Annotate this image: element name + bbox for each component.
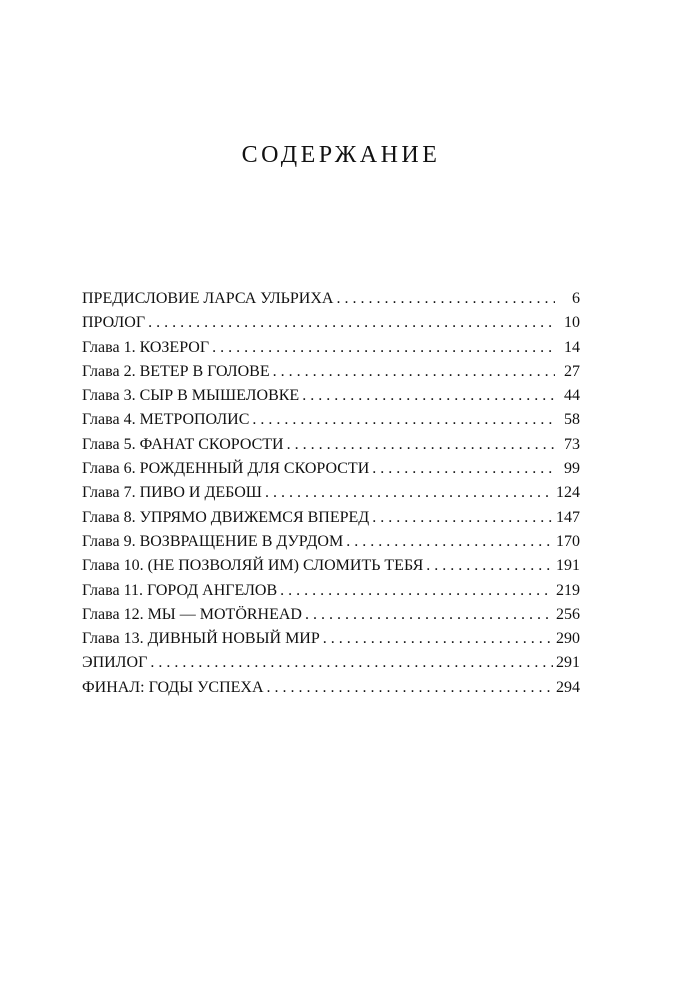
toc-entry-title: Глава 6. РОЖДЕННЫЙ ДЛЯ СКОРОСТИ [82,460,370,478]
toc-entry-title: Глава 5. ФАНАТ СКОРОСТИ [82,435,284,453]
toc-entry-page: 124 [556,484,580,502]
toc-entry-title: ПРОЛОГ [82,314,146,332]
toc-entry-page: 290 [556,630,580,648]
dot-leader [372,506,553,530]
dot-leader [323,627,553,651]
dot-leader [150,651,553,675]
toc-entry-title: Глава 12. МЫ — MOTÖRHEAD [82,605,302,623]
toc-entry [82,481,580,505]
toc-entry-title: Глава 13. ДИВНЫЙ НОВЫЙ МИР [82,630,320,648]
toc-entry [82,311,580,335]
dot-leader [426,554,553,578]
toc-entry-title: Глава 3. СЫР В МЫШЕЛОВКЕ [82,387,300,405]
toc-entry [82,384,580,408]
dot-leader [280,579,553,603]
toc-entry-page: 6 [572,290,580,307]
toc-entry-page: 27 [564,362,580,380]
toc-entry-title: Глава 1. КОЗЕРОГ [82,338,210,356]
toc-entry-title: ЭПИЛОГ [82,654,148,672]
toc-entry [82,433,580,457]
toc-entry [82,336,580,360]
toc-entry-page: 10 [564,314,580,332]
toc-entry-page: 99 [564,460,580,478]
toc-entry [82,506,580,530]
toc-entry-title: Глава 4. МЕТРОПОЛИС [82,411,250,429]
toc-entry-page: 191 [556,557,580,575]
toc-entry-title: Глава 10. (НЕ ПОЗВОЛЯЙ ИМ) СЛОМИТЬ ТЕБЯ [82,557,424,575]
toc-entry-title: Глава 2. ВЕТЕР В ГОЛОВЕ [82,362,270,380]
dot-leader [265,481,553,505]
page-title: СОДЕРЖАНИЕ [241,142,441,168]
dot-leader [212,336,555,360]
dot-leader [267,676,553,700]
toc-entry-title: ПРЕДИСЛОВИЕ ЛАРСА УЛЬРИХА [82,290,334,307]
toc-entry-page: 294 [556,678,580,696]
toc-entry-page: 44 [564,387,580,405]
toc-entry-page: 73 [564,435,580,453]
toc-entry-page: 147 [556,508,580,526]
dot-leader [252,408,555,432]
toc-entry [82,457,580,481]
toc-entry-page: 291 [556,654,580,672]
toc-entry-page: 14 [564,338,580,356]
toc-entry [82,579,580,603]
toc-entry-page: 58 [564,411,580,429]
dot-leader [273,360,555,384]
toc-entry-title: Глава 11. ГОРОД АНГЕЛОВ [82,581,278,599]
toc-entry-page: 256 [556,605,580,623]
table-of-contents [82,287,580,700]
toc-entry-title: Глава 8. УПРЯМО ДВИЖЕМСЯ ВПЕРЕД [82,508,370,526]
toc-entry [82,530,580,554]
toc-entry [82,408,580,432]
toc-entry [82,360,580,384]
toc-entry [82,627,580,651]
dot-leader [346,530,553,554]
dot-leader [148,311,555,335]
dot-leader [302,384,555,408]
toc-entry-title: ФИНАЛ: ГОДЫ УСПЕХА [82,678,264,696]
toc-entry [82,651,580,675]
toc-entry [82,603,580,627]
toc-entry [82,554,580,578]
dot-leader [336,287,555,311]
toc-entry [82,287,580,311]
dot-leader [305,603,553,627]
dot-leader [287,433,555,457]
toc-entry-page: 219 [556,581,580,599]
dot-leader [372,457,555,481]
toc-entry-page: 170 [556,532,580,550]
toc-entry [82,676,580,700]
toc-entry-title: Глава 7. ПИВО И ДЕБОШ [82,484,262,502]
toc-entry-title: Глава 9. ВОЗВРАЩЕНИЕ В ДУРДОМ [82,532,344,550]
